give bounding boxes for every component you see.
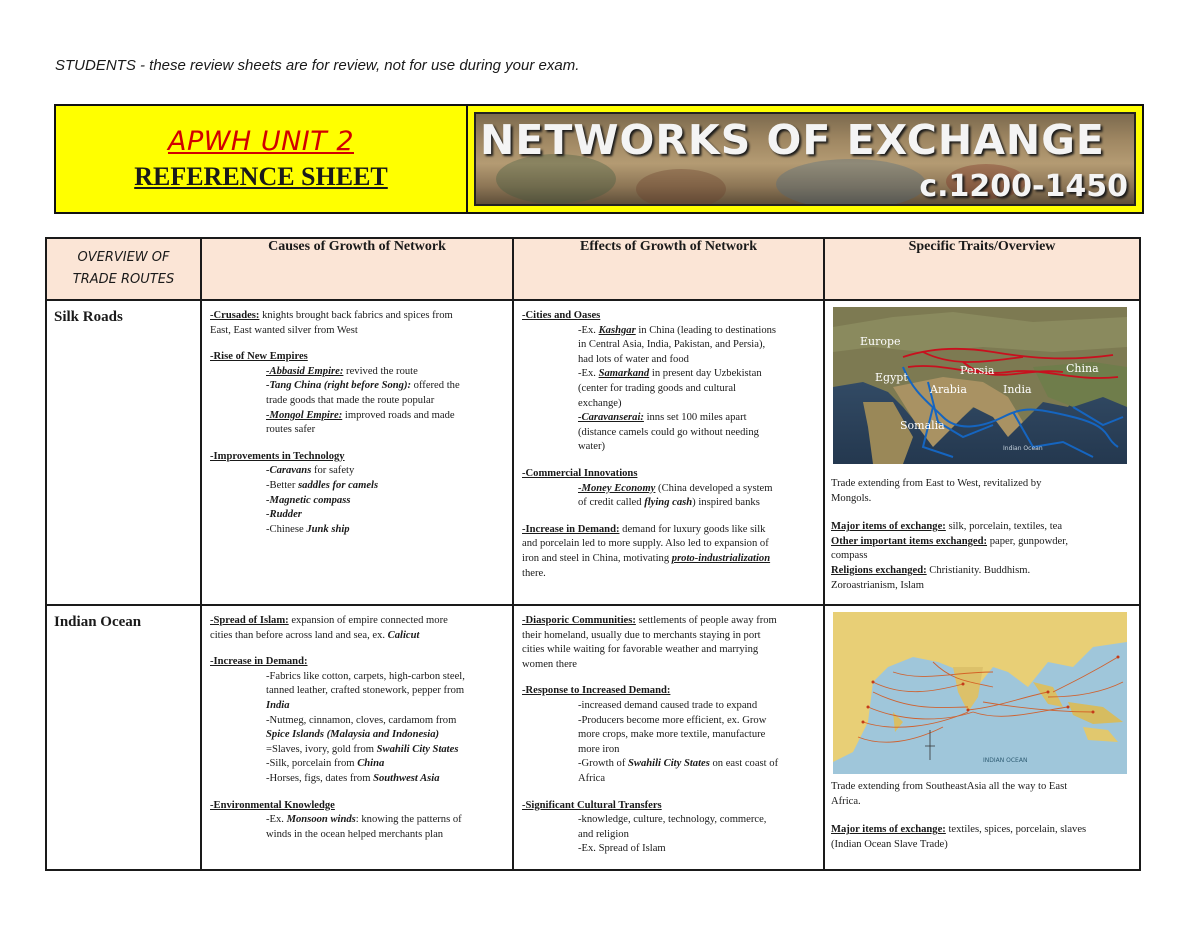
route-name-silk-roads: Silk Roads (46, 300, 201, 605)
map-label-arabia: Arabia (930, 383, 967, 396)
header-overview: OVERVIEW OF TRADE ROUTES (46, 238, 201, 300)
banner-heading: NETWORKS OF EXCHANGE (480, 116, 1105, 164)
table-header-row (46, 238, 1140, 300)
map-label-india: India (1003, 383, 1032, 396)
map-label-somalia: Somalia (900, 419, 945, 432)
unit-title: APWH UNIT 2 (167, 126, 354, 157)
map-label-persia: Persia (960, 364, 995, 377)
map-label-china: China (1066, 362, 1099, 375)
indian-effects-cell: -Diasporic Communities: settlements of people away from their homeland, usually due to merchants staying in port cities while waiting for favorable weather and marrying women there -Response to Increased Demand: -increased demand caused trade to expand -Producers become more efficient, ex. Grow more crops, make more textile, manufacture more iron -Growth of Swahili City States on east coast of Africa -Significant Cultural Transfers -knowledge, culture, technology, commerce, and religion -Ex. Spread of Islam (513, 605, 824, 870)
map-label-indian-ocean: Indian Ocean (1003, 445, 1043, 452)
silk-causes-cell: -Crusades: knights brought back fabrics and spices from East, East wanted silver from West -Rise of New Empires -Abbasid Empire: revived the route -Tang China (right before Song): offered the trade goods that made the route popular -Mongol Empire: improved roads and made routes safer -Improvements in Technology -Caravans for safety -Better saddles for camels -Magnetic compass -Rudder -Chinese Junk ship (201, 300, 513, 605)
banner-image-box (468, 106, 1142, 212)
silk-roads-map (833, 307, 1127, 464)
route-name-indian-ocean: Indian Ocean (46, 605, 201, 870)
table-row-silk-roads (46, 300, 1140, 605)
exam-notice: STUDENTS - these review sheets are for review, not for use during your exam. (55, 57, 580, 74)
header-effects: Effects of Growth of Network (513, 238, 824, 300)
trade-routes-table (45, 237, 1141, 871)
indian-traits-cell: INDIAN OCEAN Trade extending from SoutheastAsia all the way to East Africa. Major items of exchange: textiles, spices, porcelain, slaves (Indian Ocean Slave Trade) (824, 605, 1140, 870)
silk-effects-cell: -Cities and Oases -Ex. Kashgar in China (leading to destinations in Central Asia, India, Pakistan, and Persia), had lots of water and food -Ex. Samarkand in present day Uzbekistan (center for trading goods and cultural exchange) -Caravanserai: inns set 100 miles apart (distance camels could go without needing water) -Commercial Innovations -Money Economy (China developed a system of credit called flying cash) inspired banks -Increase in Demand: demand for luxury goods like silk and porcelain led to more supply. Also led to expansion of iron and steel in China, motivating proto-industrialization there. (513, 300, 824, 605)
map-label-europe: Europe (860, 335, 901, 348)
silk-traits-cell: Europe Persia China Egypt Arabia India Somalia Indian Ocean Trade extending from East to West, revitalized by Mongols. Major items of exchange: silk, porcelain, textiles, tea Other important items exchanged: paper, gunpowder, compass Religions exchanged: Christianity. Buddhism. Zoroastrianism, Islam (824, 300, 1140, 605)
banner-dates: c.1200-1450 (919, 169, 1128, 204)
map-label-egypt: Egypt (875, 371, 908, 384)
indian-ocean-map (833, 612, 1127, 774)
reference-sheet-title: REFERENCE SHEET (134, 162, 388, 191)
table-row-indian-ocean (46, 605, 1140, 870)
header-traits: Specific Traits/Overview (824, 238, 1140, 300)
map-label-indian-ocean-2: INDIAN OCEAN (983, 757, 1028, 764)
networks-banner-image (474, 112, 1136, 206)
header-causes: Causes of Growth of Network (201, 238, 513, 300)
banner-title-box (56, 106, 468, 212)
indian-causes-cell: -Spread of Islam: expansion of empire connected more cities than before across land and sea, ex. Calicut -Increase in Demand: -Fabrics like cotton, carpets, high-carbon steel, tanned leather, crafted stonework, pepper from India -Nutmeg, cinnamon, cloves, cardamom from Spice Islands (Malaysia and Indonesia) =Slaves, ivory, gold from Swahili City States -Silk, porcelain from China -Horses, figs, dates from Southwest Asia -Environmental Knowledge -Ex. Monsoon winds: knowing the patterns of winds in the ocean helped merchants plan (201, 605, 513, 870)
title-banner (54, 104, 1144, 214)
